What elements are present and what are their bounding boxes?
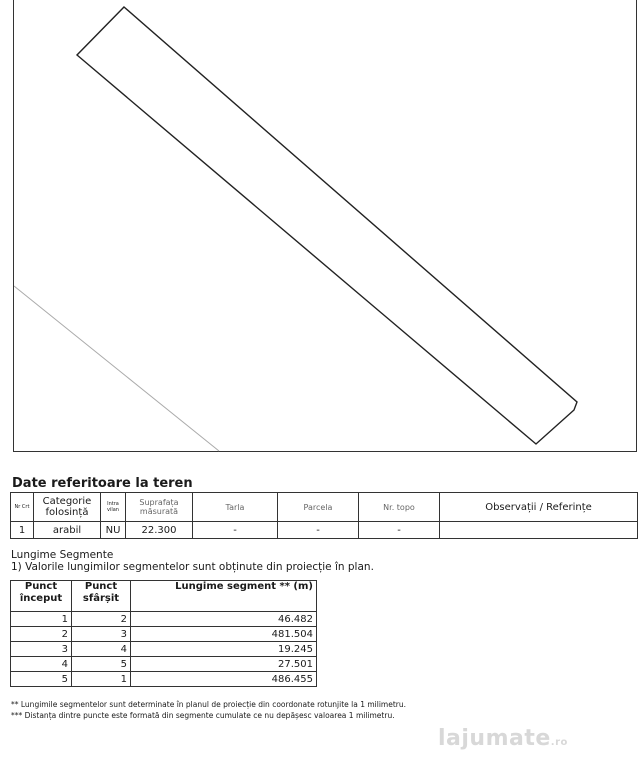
cell-nr-topo: -: [359, 522, 440, 539]
cell-end: 3: [72, 627, 131, 642]
parcel-table: [10, 492, 638, 539]
cell-length: 19.245: [131, 642, 317, 657]
cell-length: 27.501: [131, 657, 317, 672]
header-tarla: Tarla: [193, 493, 278, 522]
watermark-brand: lajumate: [438, 726, 551, 751]
cell-start: 3: [11, 642, 72, 657]
cell-start: 1: [11, 612, 72, 627]
footnote-2: *** Distanța dintre puncte este formată din segmente cumulate ce nu depășesc valoarea 1 milimetru.: [11, 711, 395, 720]
cell-length: 46.482: [131, 612, 317, 627]
header-categorie: Categorie folosință: [34, 493, 101, 522]
cell-start: 5: [11, 672, 72, 687]
table-row: [11, 672, 317, 687]
cell-end: 4: [72, 642, 131, 657]
cell-end: 1: [72, 672, 131, 687]
header-length: Lungime segment ** (m): [131, 581, 317, 612]
segments-table-header: [11, 581, 317, 612]
header-suprafata: Suprafața măsurată: [126, 493, 193, 522]
cell-length: 486.455: [131, 672, 317, 687]
segments-heading: [11, 549, 374, 573]
cell-start: 4: [11, 657, 72, 672]
cell-tarla: -: [193, 522, 278, 539]
cell-start: 2: [11, 627, 72, 642]
table-row: [11, 642, 317, 657]
neighbor-boundary-line: [14, 286, 219, 451]
cell-categorie: arabil: [34, 522, 101, 539]
header-parcela: Parcela: [278, 493, 359, 522]
cell-intra: NU: [101, 522, 126, 539]
header-observatii: Observații / Referințe: [440, 493, 638, 522]
table-row: [11, 522, 638, 539]
watermark-logo: [438, 726, 568, 751]
parcel-plan-drawing: [13, 0, 637, 452]
cell-suprafata: 22.300: [126, 522, 193, 539]
table-row: [11, 657, 317, 672]
parcel-table-header: [11, 493, 638, 522]
header-nr-topo: Nr. topo: [359, 493, 440, 522]
header-nr: Nr Crt: [11, 493, 34, 522]
section-title: Date referitoare la teren: [12, 476, 193, 491]
parcel-outline-svg: [14, 0, 638, 452]
segments-title: Lungime Segmente: [11, 549, 114, 561]
parcel-polygon: [77, 7, 577, 444]
header-start: Punct început: [11, 581, 72, 612]
cell-observatii: [440, 522, 638, 539]
table-row: [11, 612, 317, 627]
cell-end: 5: [72, 657, 131, 672]
table-row: [11, 627, 317, 642]
segments-table: [10, 580, 317, 687]
cell-end: 2: [72, 612, 131, 627]
watermark-suffix: .ro: [550, 737, 568, 748]
cell-parcela: -: [278, 522, 359, 539]
cell-nr: 1: [11, 522, 34, 539]
cell-length: 481.504: [131, 627, 317, 642]
header-intra: Intra vilan: [101, 493, 126, 522]
header-end: Punct sfârșit: [72, 581, 131, 612]
footnote-1: ** Lungimile segmentelor sunt determinate în planul de proiecție din coordonate rotunjite la 1 milimetru.: [11, 700, 407, 709]
segments-subtitle: 1) Valorile lungimilor segmentelor sunt obținute din proiecție în plan.: [11, 561, 374, 573]
